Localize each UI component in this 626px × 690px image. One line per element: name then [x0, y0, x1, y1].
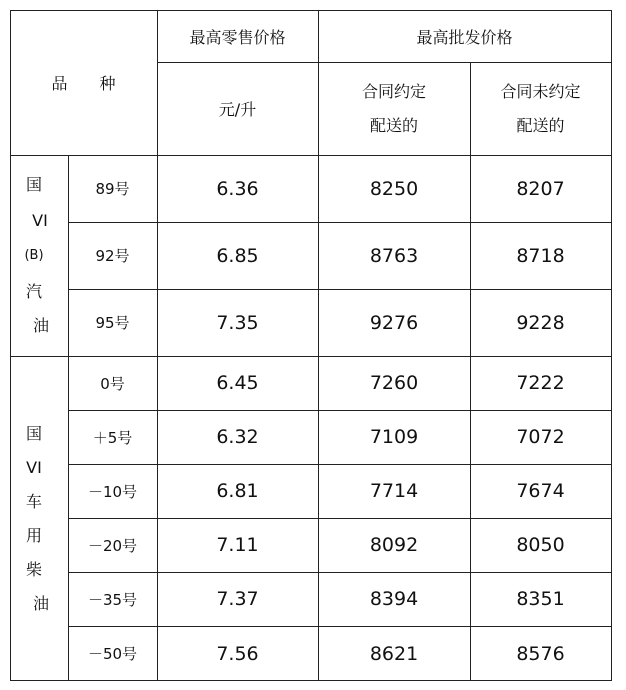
grid-line [68, 572, 612, 573]
contract-header-line2: 配送的 [369, 115, 418, 135]
grid-line [157, 10, 158, 681]
product-header: 品 种 [51, 74, 116, 93]
noncontract-price-cell: 8050 [516, 534, 565, 556]
retail-price-cell: 6.85 [216, 244, 259, 267]
table-border-right [611, 10, 612, 681]
gasoline-cat-char: 国 [25, 175, 42, 194]
retail-price-cell: 6.36 [216, 177, 259, 200]
grid-line [68, 222, 612, 223]
diesel-cat-char: 柴 [25, 559, 42, 579]
wholesale-price-header: 最高批发价格 [416, 27, 513, 47]
noncontract-price-cell: 8351 [516, 588, 565, 610]
contract-price-cell: 7260 [369, 372, 419, 394]
contract-price-cell: 9276 [369, 311, 419, 334]
diesel-cat-char: 车 [25, 491, 42, 511]
contract-header-line1: 合同约定 [361, 81, 426, 101]
diesel-cat-char: 油 [32, 593, 49, 613]
gasoline-cat-char: 汽 [25, 282, 42, 301]
grid-line [68, 464, 612, 465]
table-border-left [10, 10, 11, 681]
contract-price-cell: 8250 [369, 177, 419, 200]
grade-cell: －50号 [87, 645, 138, 663]
contract-price-cell: 8763 [369, 244, 419, 267]
noncontract-price-cell: 9228 [516, 311, 565, 334]
contract-price-cell: 8621 [369, 642, 419, 665]
grid-line [157, 62, 612, 63]
diesel-category-label [10, 356, 68, 681]
noncontract-price-cell: 7222 [516, 372, 565, 394]
grade-cell: 95号 [95, 314, 130, 332]
contract-price-cell: 7109 [369, 426, 419, 448]
table-border-top [10, 10, 612, 11]
noncontract-price-cell: 7072 [516, 426, 565, 448]
grid-line [68, 289, 612, 290]
grid-line [318, 10, 319, 681]
retail-price-cell: 6.81 [216, 480, 259, 502]
diesel-cat-char: VI [26, 457, 42, 477]
grade-cell: 92号 [95, 247, 130, 265]
retail-price-cell: 7.56 [216, 642, 259, 665]
grade-cell: －20号 [87, 536, 138, 555]
contract-price-cell: 8394 [369, 588, 419, 610]
contract-price-cell: 7714 [369, 480, 419, 502]
grade-cell: 0号 [100, 374, 125, 393]
grade-cell: －10号 [87, 482, 138, 501]
grid-line [68, 626, 612, 627]
diesel-cat-char: 国 [25, 423, 42, 443]
grid-line [10, 356, 612, 357]
contract-delivery-header [318, 62, 470, 155]
retail-price-cell: 7.35 [216, 311, 259, 334]
gasoline-cat-char: VI [32, 211, 48, 230]
grade-cell: 89号 [95, 180, 130, 198]
noncontract-header-line2: 配送的 [516, 115, 565, 135]
gasoline-category-label [10, 155, 68, 356]
gasoline-cat-char: (B) [24, 248, 44, 263]
retail-price-cell: 7.11 [216, 534, 259, 556]
diesel-cat-char: 用 [25, 525, 42, 545]
retail-price-cell: 6.32 [216, 426, 259, 448]
contract-price-cell: 8092 [369, 534, 419, 556]
grid-line [10, 155, 612, 156]
grade-cell: ＋5号 [92, 428, 133, 447]
grid-line [68, 518, 612, 519]
table-border-bottom [10, 680, 612, 681]
noncontract-price-cell: 8207 [516, 177, 565, 200]
noncontract-price-cell: 8718 [516, 244, 565, 267]
retail-price-cell: 7.37 [216, 588, 259, 610]
retail-price-header: 最高零售价格 [189, 27, 286, 47]
noncontract-price-cell: 7674 [516, 480, 565, 502]
gasoline-cat-char: 油 [32, 316, 49, 335]
grid-line [68, 410, 612, 411]
noncontract-delivery-header [470, 62, 611, 155]
noncontract-header-line1: 合同未约定 [500, 81, 581, 101]
noncontract-price-cell: 8576 [516, 642, 565, 665]
grade-cell: －35号 [87, 590, 138, 609]
retail-unit-header: 元/升 [218, 100, 257, 119]
retail-price-cell: 6.45 [216, 372, 259, 394]
grid-line [68, 155, 69, 681]
